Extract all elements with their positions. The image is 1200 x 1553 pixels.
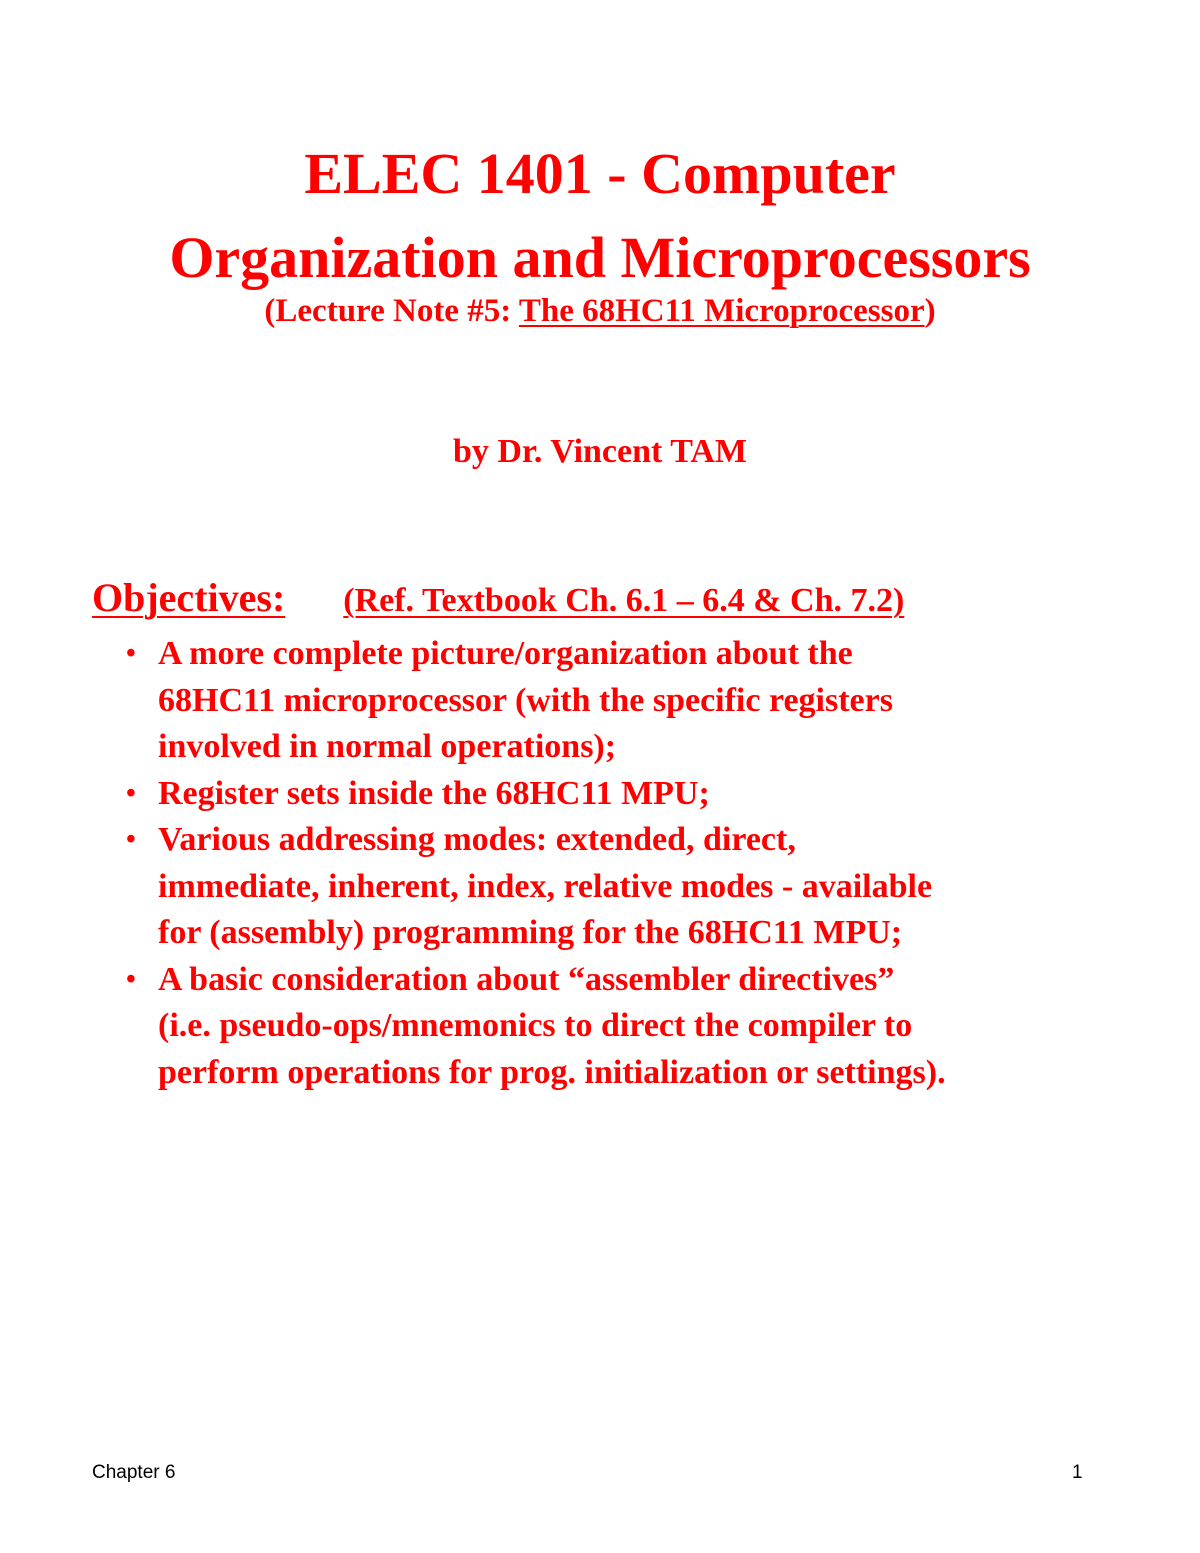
author-line: by Dr. Vincent TAM [452,433,748,470]
list-item [120,817,1140,957]
list-item-line: Various addressing modes: extended, direct, [158,821,796,858]
list-item [120,771,1140,818]
list-item [120,957,1140,1097]
subtitle-prefix: (Lecture Note #5: [264,293,519,329]
subtitle-topic: The 68HC11 Microprocessor [518,293,925,329]
list-item-line: A basic consideration about “assembler directives” [158,960,895,998]
title-line-2: Organization and Microprocessors [169,225,1031,290]
objectives-heading: Objectives: [92,575,286,620]
subtitle-suffix: ) [924,293,936,329]
footer-chapter: Chapter 6 [92,1462,176,1483]
list-item-line: A more complete picture/organization about the [158,635,853,672]
bullet-icon: • [126,777,136,809]
page-number: 1 [1072,1462,1083,1483]
list-item [120,631,1140,771]
lecture-subtitle [0,295,1200,328]
title-line-1: ELEC 1401 - Computer [304,141,896,206]
bullet-icon: • [126,824,136,855]
list-item-line: 68HC11 microprocessor (with the specific registers [158,681,893,719]
list-item-line: for (assembly) programming for the 68HC11 MPU; [158,914,903,951]
objectives-list [120,631,1140,1096]
list-item-line: involved in normal operations); [158,728,617,765]
bullet-icon: • [126,638,136,669]
list-item-line: (i.e. pseudo-ops/mnemonics to direct the compiler to [158,1007,913,1044]
list-item-line: Register sets inside the 68HC11 MPU; [158,774,710,812]
bullet-icon: • [126,963,136,995]
list-item-line: perform operations for prog. initialization or settings). [158,1053,946,1091]
list-item-line: immediate, inherent, index, relative modes - available [158,867,933,905]
objectives-header [92,575,905,620]
textbook-reference: (Ref. Textbook Ch. 6.1 – 6.4 & Ch. 7.2) [343,582,905,619]
